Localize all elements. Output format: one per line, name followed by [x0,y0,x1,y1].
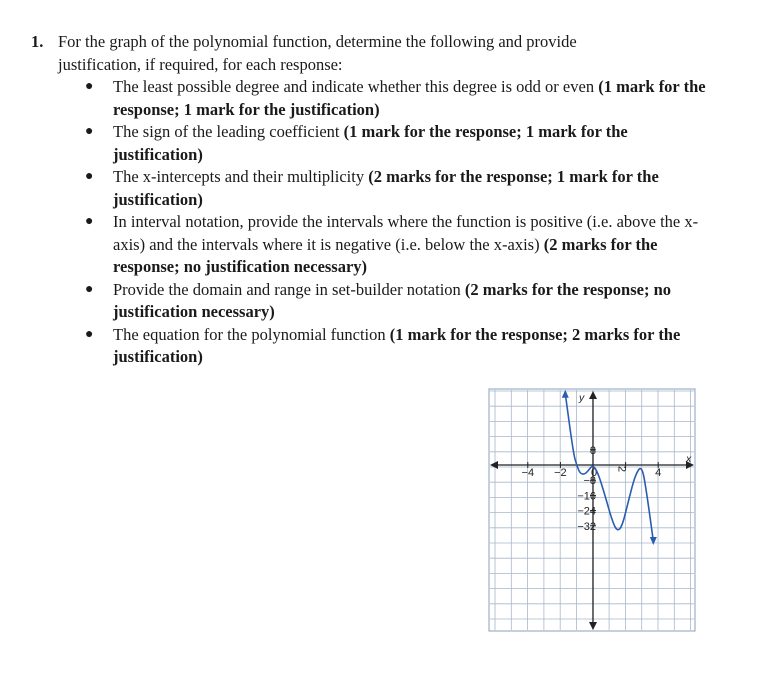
y-tick-label: −24 [577,505,596,518]
bullet-icon: ● [85,124,94,139]
question-header [31,31,731,76]
bullet-icon: ● [85,169,94,184]
item-marks: (2 marks for the response; no justification necessary) [113,279,672,321]
x-tick-label: −4 [521,467,535,480]
item-text: The least possible degree and indicate whether this degree is odd or even [113,77,599,96]
x-tick-label: −2 [554,467,567,480]
bullet-icon: ● [85,79,94,94]
item-marks: (1 mark for the response; 2 marks for the justification) [113,324,681,366]
requirements-list [81,76,711,369]
item-text: Provide the domain and range in set-builder notation [113,279,465,299]
bullet-icon: ● [85,281,94,297]
item-text: In interval notation, provide the intervals where the function is positive (i.e. above the x-axis) and the intervals where it is negative (i.e. below the x-axis) [113,212,699,254]
y-axis-label: y [579,392,585,404]
item-marks: (1 mark for the response; 1 mark for the justification) [113,77,706,119]
x-tick-label: 4 [655,467,662,480]
x-tick-label: 2 [615,465,628,473]
list-item [81,211,711,279]
item-marks: (2 marks for the response; 1 mark for the justification) [113,167,659,209]
y-tick-label: −32 [577,520,596,533]
y-tick-label: −8 [583,475,596,488]
x-tick-label: 0 [590,467,598,480]
item-marks: (1 mark for the response; 1 mark for the justification) [113,122,628,164]
y-tick-label: −16 [577,490,596,503]
question-intro: For the graph of the polynomial function, determine the following and provide justification, if required, for each response: [58,32,577,74]
item-marks: (2 marks for the response; no justification necessary) [113,234,658,276]
list-item [81,279,711,324]
item-text: The equation for the polynomial function [113,324,390,344]
polynomial-graph [488,388,696,632]
list-item [81,121,711,166]
question-1 [31,31,731,369]
list-item [81,76,711,121]
item-text: The x-intercepts and their multiplicity [113,167,369,186]
list-item [81,324,711,369]
y-tick-label: 8 [589,444,596,457]
bullet-icon: ● [85,326,94,342]
item-text: The sign of the leading coefficient [113,122,344,141]
bullet-icon: ● [85,214,94,229]
list-item [81,166,711,211]
x-axis-label: x [686,453,692,465]
question-number: 1. [31,32,44,51]
